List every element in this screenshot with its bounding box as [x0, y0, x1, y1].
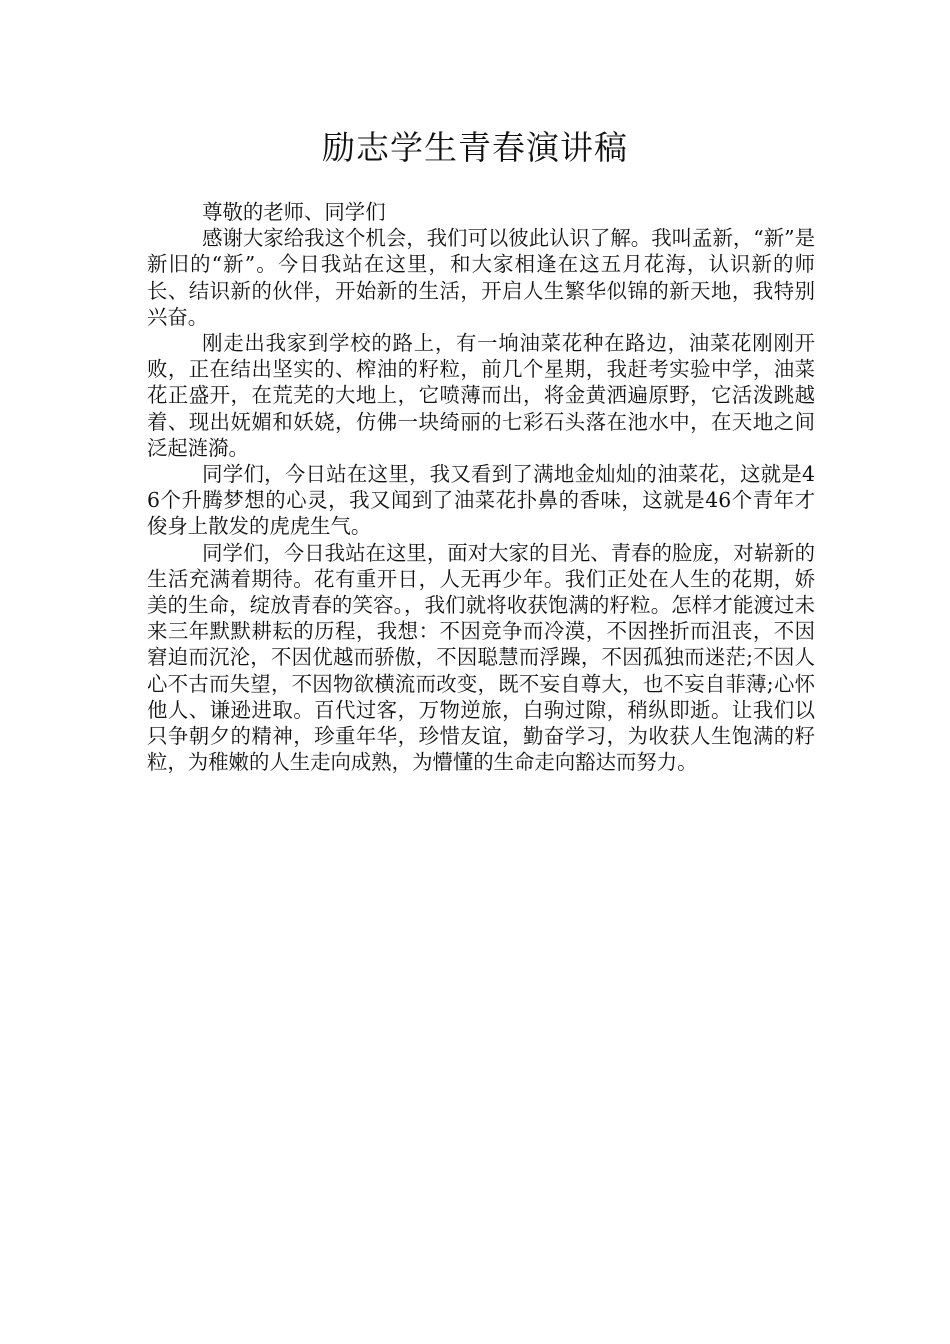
body-paragraph: 同学们，今日站在这里，我又看到了满地金灿灿的油菜花，这就是46个升腾梦想的心灵，我又闻到了油菜花扑鼻的香味，这就是46个青年才俊身上散发的虎虎生气。 — [147, 462, 815, 539]
salutation-paragraph: 尊敬的老师、同学们 — [202, 200, 386, 224]
body-paragraph: 感谢大家给我这个机会，我们可以彼此认识了解。我叫孟新，“新”是新旧的“新”。今日我站在这里，和大家相逢在这五月花海，认识新的师长、结识新的伙伴，开始新的生活，开启人生繁华似锦的新天地，我特别兴奋。 — [147, 226, 815, 329]
document-body — [147, 199, 815, 775]
body-paragraph: 同学们，今日我站在这里，面对大家的目光、青春的脸庞，对崭新的生活充满着期待。花有重开日，人无再少年。我们正处在人生的花期，娇美的生命，绽放青春的笑容。，我们就将收获饱满的籽粒。怎样才能渡过未来三年默默耕耘的历程，我想：不因竞争而冷漠，不因挫折而沮丧，不因窘迫而沉沦，不因优越而骄傲，不因聪慧而浮躁，不因孤独而迷茫;不因人心不古而失望，不因物欲横流而改变，既不妄自尊大，也不妄自菲薄;心怀他人、谦逊进取。百代过客，万物逆旅，白驹过隙，稍纵即逝。让我们以只争朝夕的精神，珍重年华，珍惜友谊，勤奋学习，为收获人生饱满的籽粒，为稚嫩的人生走向成熟，为懵懂的生命走向豁达而努力。 — [147, 540, 815, 775]
document-title: 励志学生青春演讲稿 — [322, 128, 628, 167]
body-paragraph: 刚走出我家到学校的路上，有一垧油菜花种在路边，油菜花刚刚开败，正在结出坚实的、榨油的籽粒，前几个星期，我赶考实验中学，油菜花正盛开，在荒芜的大地上，它喷薄而出，将金黄洒遍原野，它活泼跳越着、现出妩媚和妖娆，仿佛一块绮丽的七彩石头落在池水中，在天地之间泛起涟漪。 — [147, 331, 815, 460]
